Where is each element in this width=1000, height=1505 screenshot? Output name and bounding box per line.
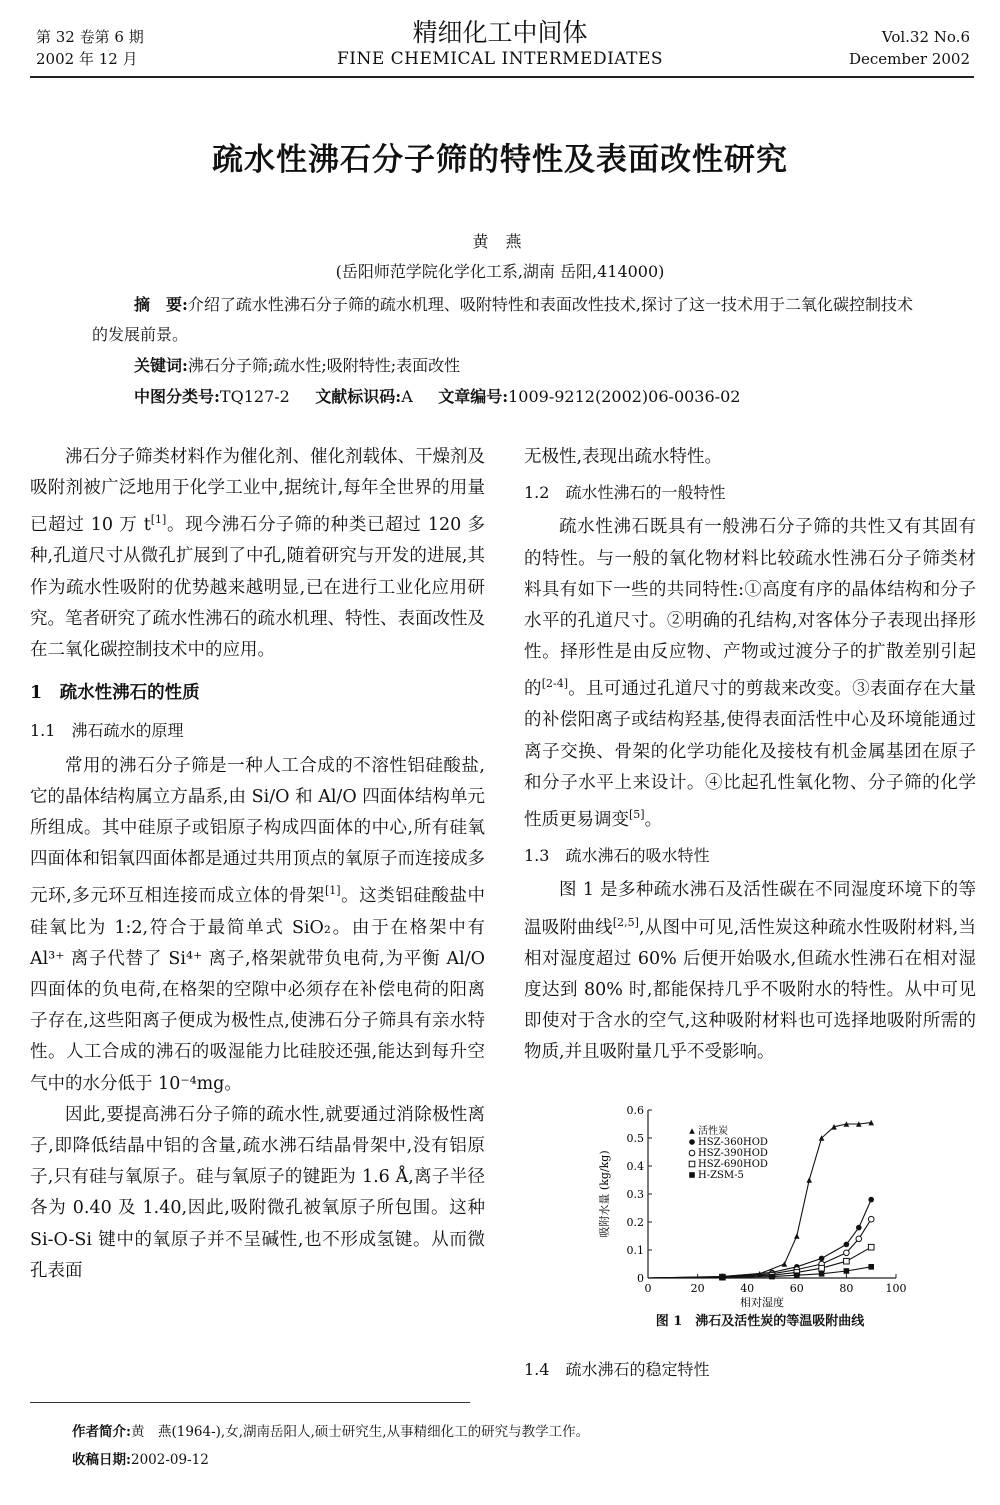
abstract-text: 介绍了疏水性沸石分子筛的疏水机理、吸附特性和表面改性技术,探讨了这一技术用于二氧化碳控制技术的发展前景。 xyxy=(92,295,914,344)
volume-en: Vol.32 No.6 xyxy=(881,28,970,46)
affiliation: (岳阳师范学院化学化工系,湖南 岳阳,414000) xyxy=(335,262,665,281)
paragraph: 图 1 是多种疏水沸石及活性碳在不同湿度环境下的等温吸附曲线[2,5],从图中可见,活性炭这种疏水性吸附材料,当相对湿度超过 60% 后便开始吸水,但疏水性沸石在相对湿度达到 80% 时,都能保持几乎不吸附水的特性。从中可见即使对于含水的空气,这种吸附材料也可选择地吸附所需的物质,并且吸附量几乎不受影响。 xyxy=(524,880,977,1063)
data-point xyxy=(868,1264,874,1270)
section-heading-1-4: 1.4 疏水沸石的稳定特性 xyxy=(524,1360,710,1379)
adsorption-chart xyxy=(596,1100,916,1340)
header-left xyxy=(36,26,144,70)
legend-label: HSZ-390HOD xyxy=(698,1148,768,1159)
section-heading-1-1: 1.1 沸石疏水的原理 xyxy=(30,721,184,741)
data-point xyxy=(794,1272,800,1278)
legend-marker xyxy=(689,1128,695,1134)
legend-marker xyxy=(689,1172,695,1178)
citation: [5] xyxy=(629,808,645,822)
data-point xyxy=(868,1244,874,1250)
paper-title: 疏水性沸石分子筛的特性及表面改性研究 xyxy=(212,142,788,178)
data-point xyxy=(844,1258,850,1264)
volume-cn: 第 32 卷第 6 期 xyxy=(36,28,144,46)
doc-code-label: 文献标识码: xyxy=(315,387,402,406)
data-point xyxy=(782,1261,788,1267)
y-tick-label: 0.6 xyxy=(626,1104,644,1117)
data-point xyxy=(844,1268,850,1274)
data-point xyxy=(844,1250,850,1256)
author-bio-text: 黄 燕(1964-),女,湖南岳阳人,硕士研究生,从事精细化工的研究与教学工作。 xyxy=(130,1424,590,1440)
y-tick-label: 0.1 xyxy=(626,1244,644,1257)
paragraph: 常用的沸石分子筛是一种人工合成的不溶性铝硅酸盐,它的晶体结构属立方晶系,由 Si/O 和 Al/O 四面体结构单元所组成。其中硅原子或铝原子构成四面体的中心,所有硅氧四面体和铝氧四面体都是通过共用顶点的氧原子而连接成多元环,多元环互相连接而成立体的骨架[1]。这类铝硅酸盐中硅氧比为 1:2,符合于最简单式 SiO₂。由于在格架中有 Al³⁺ 离子代替了 Si⁴⁺ 离子,格架就带负电荷,为平衡 Al/O 四面体的负电荷,在格架的空隙中必须存在补偿电荷的阳离子存在,这些阳离子便成为极性点,使沸石分子筛具有亲水特性。人工合成的沸石的吸湿能力比硅胶还强,能达到每升空气中的水分低于 10⁻⁴mg。 xyxy=(30,755,486,1094)
keywords-label: 关键词: xyxy=(134,356,188,375)
date-cn: 2002 年 12 月 xyxy=(36,50,138,68)
x-axis-label: 相对湿度 xyxy=(740,1296,784,1309)
legend-label: H-ZSM-5 xyxy=(698,1170,744,1181)
legend-label: HSZ-360HOD xyxy=(698,1137,768,1148)
received-label: 收稿日期: xyxy=(72,1452,131,1468)
citation: [1] xyxy=(150,513,167,527)
figure-caption: 图 1 沸石及活性炭的等温吸附曲线 xyxy=(655,1314,865,1329)
y-tick-label: 0.3 xyxy=(626,1188,644,1201)
author-bio-label: 作者简介: xyxy=(72,1424,131,1440)
x-tick-label: 100 xyxy=(885,1282,907,1295)
journal-title-en: FINE CHEMICAL INTERMEDIATES xyxy=(336,49,664,69)
citation: [2,5] xyxy=(612,915,639,929)
footnote-divider xyxy=(30,1402,470,1403)
x-tick-label: 80 xyxy=(839,1282,854,1295)
received-date xyxy=(72,1448,209,1468)
y-tick-label: 0.2 xyxy=(626,1216,644,1229)
author-name: 黄 燕 xyxy=(472,232,528,251)
body-left-column xyxy=(30,442,485,1287)
y-tick-label: 0 xyxy=(637,1272,644,1285)
header-divider xyxy=(30,76,974,78)
data-point xyxy=(720,1275,726,1281)
x-tick-label: 20 xyxy=(690,1282,705,1295)
legend-label: 活性炭 xyxy=(698,1126,728,1137)
data-point xyxy=(868,1216,874,1222)
paragraph: 沸石分子筛类材料作为催化剂、催化剂载体、干燥剂及吸附剂被广泛地用于化学工业中,据统计,每年全世界的用量已超过 10 万 t[1]。现今沸石分子筛的种类已超过 120 多种,孔道尺寸从微孔扩展到了中孔,随着研究与开发的进展,其作为疏水性吸附的优势越来越明显,已在进行工业化应用研究。笔者研究了疏水性沸石的疏水机理、特性、表面改性及在二氧化碳控制技术中的应用。 xyxy=(30,447,485,661)
article-number-label: 文章编号: xyxy=(438,387,509,406)
article-number-value: 1009-9212(2002)06-0036-02 xyxy=(508,387,741,406)
section-heading-1-3: 1.3 疏水沸石的吸水特性 xyxy=(524,846,710,866)
keywords-text: 沸石分子筛;疏水性;吸附特性;表面改性 xyxy=(187,356,461,375)
data-point xyxy=(819,1271,825,1277)
paragraph: 无极性,表现出疏水特性。 xyxy=(524,447,723,467)
data-point xyxy=(819,1265,825,1271)
data-point xyxy=(844,1242,850,1248)
series-line-2 xyxy=(648,1219,871,1278)
body-right-column xyxy=(524,442,976,1068)
data-point xyxy=(806,1177,812,1183)
legend-marker xyxy=(689,1139,695,1145)
classification xyxy=(134,383,740,411)
data-point xyxy=(794,1233,800,1239)
legend-marker xyxy=(689,1150,695,1156)
data-point xyxy=(769,1274,775,1280)
abstract-label: 摘 要: xyxy=(134,295,188,314)
data-point xyxy=(868,1197,874,1203)
header-center xyxy=(300,18,700,70)
series-line-1 xyxy=(648,1200,871,1278)
author-bio xyxy=(72,1420,589,1440)
paragraph: 疏水性沸石既具有一般沸石分子筛的共性又有其固有的特性。与一般的氧化物材料比较疏水性沸石分子筛类材料具有如下一些的共同特性:①高度有序的晶体结构和分子水平的孔道尺寸。②明确的孔结构,对客体分子表现出择形性。择形性是由反应物、产物或过渡分子的扩散差别引起的[2-4]。且可通过孔道尺寸的剪裁来改变。③表面存在大量的补偿阳离子或结构羟基,使得表面活性中心及环境能通过离子交换、骨架的化学功能化及接枝有机金属基团在原子和分子水平上来设计。④比起孔性氧化物、分子筛的化学性质更易调变[5]。 xyxy=(524,517,977,830)
date-en: December 2002 xyxy=(849,50,970,68)
citation: [1] xyxy=(324,884,341,898)
data-point xyxy=(856,1236,862,1242)
citation: [2-4] xyxy=(541,677,569,691)
y-tick-label: 0.5 xyxy=(626,1132,644,1145)
legend-label: HSZ-690HOD xyxy=(698,1159,768,1170)
doc-code-value: A xyxy=(401,387,413,406)
keywords xyxy=(134,352,460,380)
clc-label: 中图分类号: xyxy=(134,387,220,406)
received-text: 2002-09-12 xyxy=(130,1452,209,1468)
x-tick-label: 0 xyxy=(644,1282,652,1295)
data-point xyxy=(856,1225,862,1231)
y-tick-label: 0.4 xyxy=(626,1160,644,1173)
section-heading-1-2: 1.2 疏水性沸石的一般特性 xyxy=(524,483,726,503)
abstract xyxy=(92,290,922,350)
header-right xyxy=(849,26,970,70)
y-axis-label: 吸附水量 (kg/kg) xyxy=(598,1150,611,1238)
legend-marker xyxy=(689,1161,695,1167)
journal-title-cn: 精细化工中间体 xyxy=(412,18,588,47)
clc-value: TQ127-2 xyxy=(219,387,290,406)
paragraph: 因此,要提高沸石分子筛的疏水性,就要通过消除极性离子,即降低结晶中铝的含量,疏水沸石结晶骨架中,没有铝原子,只有硅与氧原子。硅与氧原子的键距为 1.6 Å,离子半径各为 0.40 及 1.40,因此,吸附微孔被氧原子所包围。这种 Si-O-Si 键中的氧原子并不呈碱性,也不形成氢键。从而微孔表面 xyxy=(30,1104,485,1281)
x-tick-label: 60 xyxy=(789,1282,804,1295)
data-point xyxy=(819,1256,825,1262)
section-heading-1: 1 疏水性沸石的性质 xyxy=(30,683,200,704)
x-tick-label: 40 xyxy=(740,1282,755,1295)
